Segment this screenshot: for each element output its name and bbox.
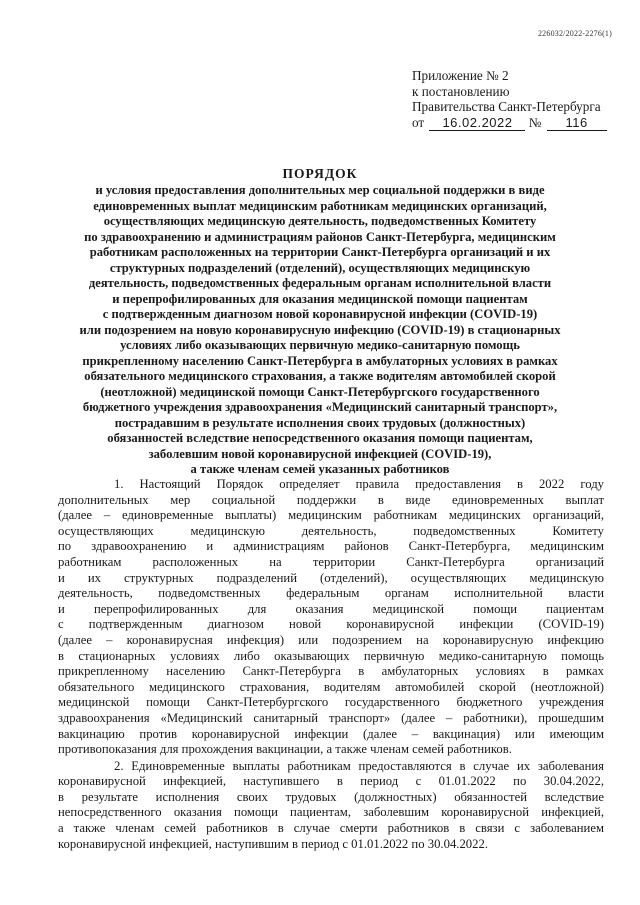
subtitle-line: а также членам семей указанных работников [190, 462, 450, 476]
paragraph-line: осуществляющих медицинскую деятельность, подведомственных Комитету [58, 523, 604, 538]
paragraph-line: деятельность, подведомственных федеральным органам исполнительной власти [58, 586, 604, 601]
document-body [58, 477, 604, 853]
subtitle-line: обязанностей вследствие непосредственного оказания помощи пациентам, [107, 431, 533, 445]
subtitle-line: и условия предоставления дополнительных мер социальной поддержки в виде [95, 183, 545, 197]
paragraph-line: 1. Настоящий Порядок определяет правила предоставления в 2022 году [114, 477, 604, 491]
paragraph-line: (далее – коронавирусная инфекция) или подозрением на коронавирусную инфекцию [58, 632, 604, 647]
number-label: № [528, 114, 542, 130]
document-title: ПОРЯДОК [282, 166, 358, 181]
paragraph-line: медицинской помощи Санкт-Петербургского государственного бюджетного учреждения [58, 695, 604, 710]
paragraph-line: здравоохранения «Медицинский санитарный транспорт» (далее – работники), прошедшим [58, 710, 604, 725]
paragraph-line: обязательного медицинского страхования, водителям автомобилей скорой (неотложной) [58, 679, 604, 694]
paragraph-line: коронавирусной инфекцией, наступившим в период с 01.01.2022 по 30.04.2022. [58, 836, 489, 851]
subtitle-line: единовременных выплат медицинским работникам медицинских организаций, [93, 198, 547, 213]
paragraph-line: вакцинацию против коронавирусной инфекции (далее – вакцинация) или имеющим [58, 726, 604, 741]
paragraph-line: в результате исполнения своих трудовых (должностных) обязанностей вследствие [58, 789, 604, 804]
appendix-line-2: к постановлению [412, 83, 510, 99]
paragraph-line: и перепрофилированных для оказания медицинской помощи пациентам [58, 601, 604, 616]
paragraph-line: 2. Единовременные выплаты работникам предоставляются в случае их заболевания [114, 758, 604, 773]
subtitle-line: бюджетного учреждения здравоохранения «Медицинский санитарный транспорт», [82, 400, 558, 414]
subtitle-line: осуществляющих медицинскую деятельность, подведомственных Комитету [103, 214, 537, 228]
paragraph-line: по здравоохранению и администрациям районов Санкт-Петербурга, медицинским [58, 539, 604, 554]
subtitle-line: деятельность, подведомственных федеральным органам исполнительной власти [88, 276, 552, 290]
from-label: от [412, 114, 425, 130]
subtitle-line: с подтвержденным диагнозом новой коронавирусной инфекции (COVID-19) [102, 307, 538, 321]
resolution-date: 16.02.2022 [429, 116, 525, 131]
paragraph-line: а также членам семей работников в случае смерти работников в связи с заболеванием [58, 821, 604, 836]
subtitle-line: условиях либо оказывающих первичную медико-санитарную помощь [120, 338, 520, 352]
subtitle-line: и перепрофилированных для оказания медицинской помощи пациентам [112, 291, 528, 306]
paragraph-line: работникам расположенных на территории Санкт-Петербурга организаций [58, 554, 604, 569]
paragraph-line: прикрепленному населению Санкт-Петербурга в амбулаторных условиях в рамках [58, 664, 604, 679]
subtitle-line: обязательного медицинского страхования, а также водителям автомобилей скорой [84, 369, 556, 383]
subtitle-line: (неотложной) медицинской помощи Санкт-Петербургского государственного [100, 384, 540, 399]
appendix-date-number-line [412, 115, 612, 131]
appendix-line-1: Приложение № 2 [412, 68, 509, 83]
subtitle-line: или подозрением на новую коронавирусную инфекцию (COVID-19) в стационарных [79, 322, 561, 337]
subtitle-line: прикрепленному населению Санкт-Петербурга в амбулаторных условиях в рамках [82, 353, 558, 368]
document-subtitle [60, 183, 580, 478]
paragraph-2 [58, 759, 604, 853]
appendix-line-3: Правительства Санкт-Петербурга [412, 99, 601, 114]
subtitle-line: пострадавшим в результате исполнения своих трудовых (должностных) [114, 415, 526, 430]
paragraph-line: дополнительных мер социальной поддержки в виде единовременных выплат [58, 492, 604, 507]
paragraph-line: коронавирусной инфекцией, наступившего в период с 01.01.2022 по 30.04.2022, [58, 774, 604, 789]
subtitle-line: структурных подразделений (отделений), осуществляющих медицинскую [109, 260, 531, 275]
appendix-block [412, 68, 612, 131]
document-title-block [60, 165, 580, 478]
subtitle-line: по здравоохранению и администрациям районов Санкт-Петербурга, медицинским [84, 229, 556, 244]
subtitle-line: работникам расположенных на территории Санкт-Петербурга организаций и их [89, 245, 551, 259]
resolution-number: 116 [547, 116, 607, 131]
paragraph-line: и их структурных подразделений (отделений), осуществляющих медицинскую [58, 570, 604, 585]
paragraph-1 [58, 477, 604, 758]
paragraph-line: (далее – единовременные выплаты) медицинским работникам медицинских организаций, [58, 508, 604, 523]
paragraph-line: противопоказания для прохождения вакцинации, а также членам семей работников. [58, 742, 512, 757]
paragraph-line: в стационарных условиях либо оказывающих первичную медико-санитарную помощь [58, 648, 604, 663]
paragraph-line: непосредственного оказания помощи пациентам, заболевшим коронавирусной инфекцией, [58, 805, 604, 820]
document-registration-code: 226032/2022-2276(1) [537, 29, 612, 38]
paragraph-line: с подтвержденным диагнозом новой коронавирусной инфекции (COVID-19) [58, 617, 604, 632]
subtitle-line: заболевшим новой коронавирусной инфекцией (COVID-19), [148, 446, 492, 461]
